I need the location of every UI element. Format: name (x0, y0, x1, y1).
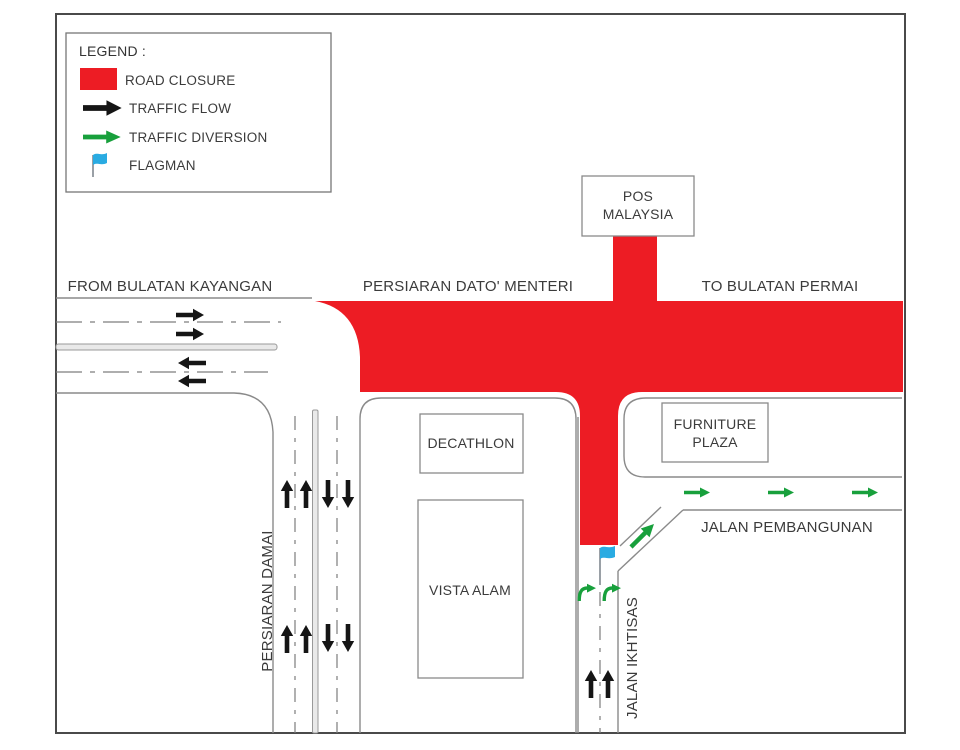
label-persiaran-damai: PERSIARAN DAMAI (259, 530, 276, 672)
legend-traffic-diversion-label: TRAFFIC DIVERSION (129, 130, 268, 145)
flag-banner (600, 546, 615, 559)
label-persiaran-dato-menteri: PERSIARAN DATO' MENTERI (362, 278, 574, 295)
legend-road-closure-label: ROAD CLOSURE (125, 73, 236, 88)
flag-banner (93, 153, 107, 165)
damai-median (313, 410, 319, 733)
road-closure-swatch (80, 68, 117, 90)
legend-flagman-label: FLAGMAN (129, 158, 196, 173)
legend-traffic-flow-label: TRAFFIC FLOW (129, 101, 232, 116)
label-from-bulatan-kayangan: FROM BULATAN KAYANGAN (67, 278, 273, 295)
legend (66, 33, 331, 192)
main-road-median (56, 344, 277, 350)
furniture-plaza-building (662, 403, 768, 462)
label-jalan-pembangunan: JALAN PEMBANGUNAN (701, 519, 873, 536)
furniture-plaza-label-line2: PLAZA (692, 434, 738, 450)
decathlon-label: DECATHLON (427, 435, 515, 451)
vista-alam-label: VISTA ALAM (429, 582, 511, 598)
pos-malaysia-label-line1: POS (622, 188, 654, 204)
label-jalan-ikhtisas: JALAN IKHTISAS (624, 596, 641, 720)
legend-title: LEGEND : (79, 43, 146, 59)
furniture-plaza-label-line1: FURNITURE (673, 416, 757, 432)
label-to-bulatan-permai: TO BULATAN PERMAI (701, 278, 859, 295)
pos-malaysia-label-line2: MALAYSIA (602, 206, 674, 222)
